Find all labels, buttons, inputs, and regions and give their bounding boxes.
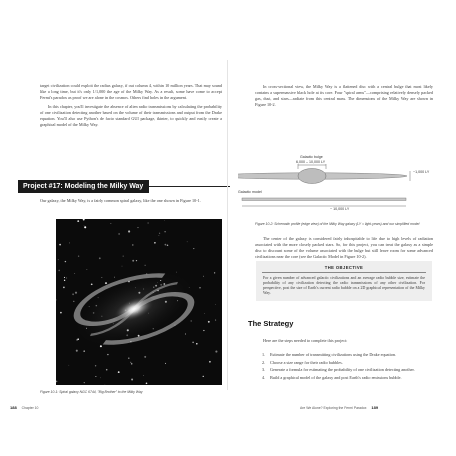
star xyxy=(208,321,210,323)
thickness-label: ~1,000 LY xyxy=(413,170,430,174)
star xyxy=(137,227,138,228)
star xyxy=(84,225,85,226)
star xyxy=(58,270,60,272)
galaxy-profile-diagram xyxy=(238,152,438,222)
star xyxy=(74,273,75,274)
star xyxy=(192,342,193,343)
star xyxy=(72,293,74,295)
list-item: 2. Choose a size range for their radio bubbles. xyxy=(262,359,343,365)
star xyxy=(122,266,123,267)
model-label: Galactic model xyxy=(238,190,262,194)
diameter-label: ~ 10,000 LY xyxy=(330,207,350,211)
diagram-caption: Figure 10-2: Schematic profile (edge view) of the Milky Way galaxy (LY = light-years) and our simplified model xyxy=(255,222,420,226)
star xyxy=(190,320,191,321)
star xyxy=(209,361,211,363)
star xyxy=(66,278,67,279)
strategy-heading: The Strategy xyxy=(248,319,294,328)
star xyxy=(76,350,78,352)
project-title: Project #17: Modeling the Milky Way xyxy=(18,180,149,193)
star xyxy=(145,265,146,266)
objective-heading: THE OBJECTIVE xyxy=(324,265,364,270)
bulge-dimension: 6,000 – 10,000 LY xyxy=(296,160,326,164)
star xyxy=(58,259,59,260)
list-item: 3. Generate a formula for estimating the probability of one civilization detecting another. xyxy=(262,367,415,373)
star xyxy=(65,261,66,262)
galactic-bulge xyxy=(298,169,326,184)
list-item: 1. Estimate the number of transmitting civilizations using the Drake equation. xyxy=(262,352,397,357)
star xyxy=(159,235,160,236)
right-body-text xyxy=(255,236,433,263)
star xyxy=(84,382,85,383)
project-intro xyxy=(40,198,222,207)
page-number: 189 xyxy=(371,405,379,410)
star xyxy=(165,244,167,246)
running-head: Chapter 10 xyxy=(21,406,39,410)
star xyxy=(114,277,115,278)
paragraph: In cross-sectional view, the Milky Way is a flattened disc with a central bulge that most likely contains a supermassive black hole at its core. Four "spiral arms"—comprising relatively densely packed gas, dust, and stars—radiate from this central mass. The dimensions of the Milky Way are shown in Figure 10-2. xyxy=(255,84,433,108)
star xyxy=(123,255,124,256)
star xyxy=(193,248,194,249)
star xyxy=(215,351,217,353)
star xyxy=(63,287,65,289)
star xyxy=(154,242,156,244)
star xyxy=(60,312,62,314)
galaxy-photo xyxy=(56,219,222,385)
paragraph: In this chapter, you'll investigate the absence of alien radio transmissions by calculating the probability of one civilization detecting another based on the volume of their transmissions and output from the Drake equation. You'll also use Python's de facto standard GUI package, tkinter, to quickly and easily create a graphical model of the Milky Way. xyxy=(40,103,222,128)
schematic-svg xyxy=(238,152,438,222)
objective-text: For a given number of advanced galactic civilizations and an average radio bubble size, estimate the probability of any civilization detecting the radio transmissions of any other civilization. For perspective, post the size of Earth's current radio bubble on a 2D graphical representation of the Milky Way. xyxy=(263,275,425,296)
star xyxy=(75,292,77,294)
figure-caption: Figure 10-1: Spiral galaxy NGC 6744, "Big Brother" to the Milky Way xyxy=(40,390,143,394)
star xyxy=(107,354,108,355)
star xyxy=(131,378,133,380)
star xyxy=(59,244,61,246)
star xyxy=(68,365,69,366)
star xyxy=(164,220,165,221)
star xyxy=(83,350,85,352)
paragraph: The center of the galaxy is considered fairly inhospitable to life due to high levels of radiation associated with the more closely packed stars. So, for this project, you can treat the galaxy as a simple disc to discount some of the volume associated with the bulge but still leave room for some advanced civilizations near the core (see the Galactic Model in Figure 10-2). xyxy=(255,236,433,260)
star xyxy=(95,365,96,366)
star xyxy=(203,376,204,377)
galactic-model-bar xyxy=(242,198,406,201)
star xyxy=(136,260,137,261)
star xyxy=(106,369,108,371)
paragraph: target civilization could exploit the radius galaxy, if out column 4, within 10 million years. That may sound like a long time, but it's only 1/1,000 the age of the Milky Way. As a result, some have come to accept Fermi's paradox as proof we are alone in the cosmos. Others find holes in the argument. xyxy=(40,83,222,101)
star xyxy=(203,276,204,277)
right-folio xyxy=(300,405,382,410)
left-intro-text xyxy=(40,83,222,131)
spiral-galaxy-image xyxy=(56,219,222,385)
star xyxy=(132,244,133,245)
page-gutter xyxy=(227,60,228,390)
star xyxy=(78,256,79,257)
star xyxy=(146,382,148,384)
list-item: 4. Build a graphical model of the galaxy and post Earth's radio emissions bubble. xyxy=(262,374,402,380)
star xyxy=(164,231,165,232)
strategy-steps xyxy=(262,352,432,382)
project-heading xyxy=(18,180,230,193)
star xyxy=(100,377,101,378)
star xyxy=(128,230,130,232)
objective-box xyxy=(256,261,432,301)
left-folio xyxy=(6,405,38,410)
star xyxy=(187,241,188,242)
star xyxy=(84,226,86,228)
star xyxy=(214,272,215,273)
star xyxy=(101,277,102,278)
star xyxy=(196,343,198,345)
star xyxy=(143,375,144,376)
star xyxy=(73,301,74,302)
paragraph: Our galaxy, the Milky Way, is a fairly common spiral galaxy, like the one shown in Figure 10-1. xyxy=(40,198,201,203)
star xyxy=(118,233,119,234)
star xyxy=(165,363,166,364)
star xyxy=(215,304,216,305)
star xyxy=(148,222,149,223)
star xyxy=(99,257,101,259)
star xyxy=(215,320,216,321)
star xyxy=(64,280,65,281)
star xyxy=(130,362,131,363)
star xyxy=(118,371,120,373)
star xyxy=(77,220,79,222)
star xyxy=(203,330,204,331)
star xyxy=(167,244,169,246)
star xyxy=(91,283,93,285)
star xyxy=(132,260,134,262)
paragraph: Here are the steps needed to complete this project: xyxy=(263,338,348,343)
star xyxy=(144,356,146,358)
heading-rule xyxy=(149,186,230,187)
running-head: Are We Alone? Exploring the Fermi Paradox xyxy=(300,406,367,410)
strategy-intro xyxy=(255,338,433,347)
star xyxy=(111,223,112,224)
star xyxy=(131,363,133,365)
star xyxy=(159,233,160,234)
page-number: 188 xyxy=(10,405,17,410)
right-intro-text xyxy=(255,84,433,111)
star xyxy=(64,277,65,278)
star xyxy=(204,313,205,314)
bulge-label: Galactic bulge xyxy=(300,155,323,159)
star xyxy=(105,282,107,284)
star xyxy=(95,376,96,377)
star xyxy=(69,242,70,243)
star xyxy=(185,334,186,335)
star xyxy=(128,358,129,359)
star xyxy=(87,269,88,270)
